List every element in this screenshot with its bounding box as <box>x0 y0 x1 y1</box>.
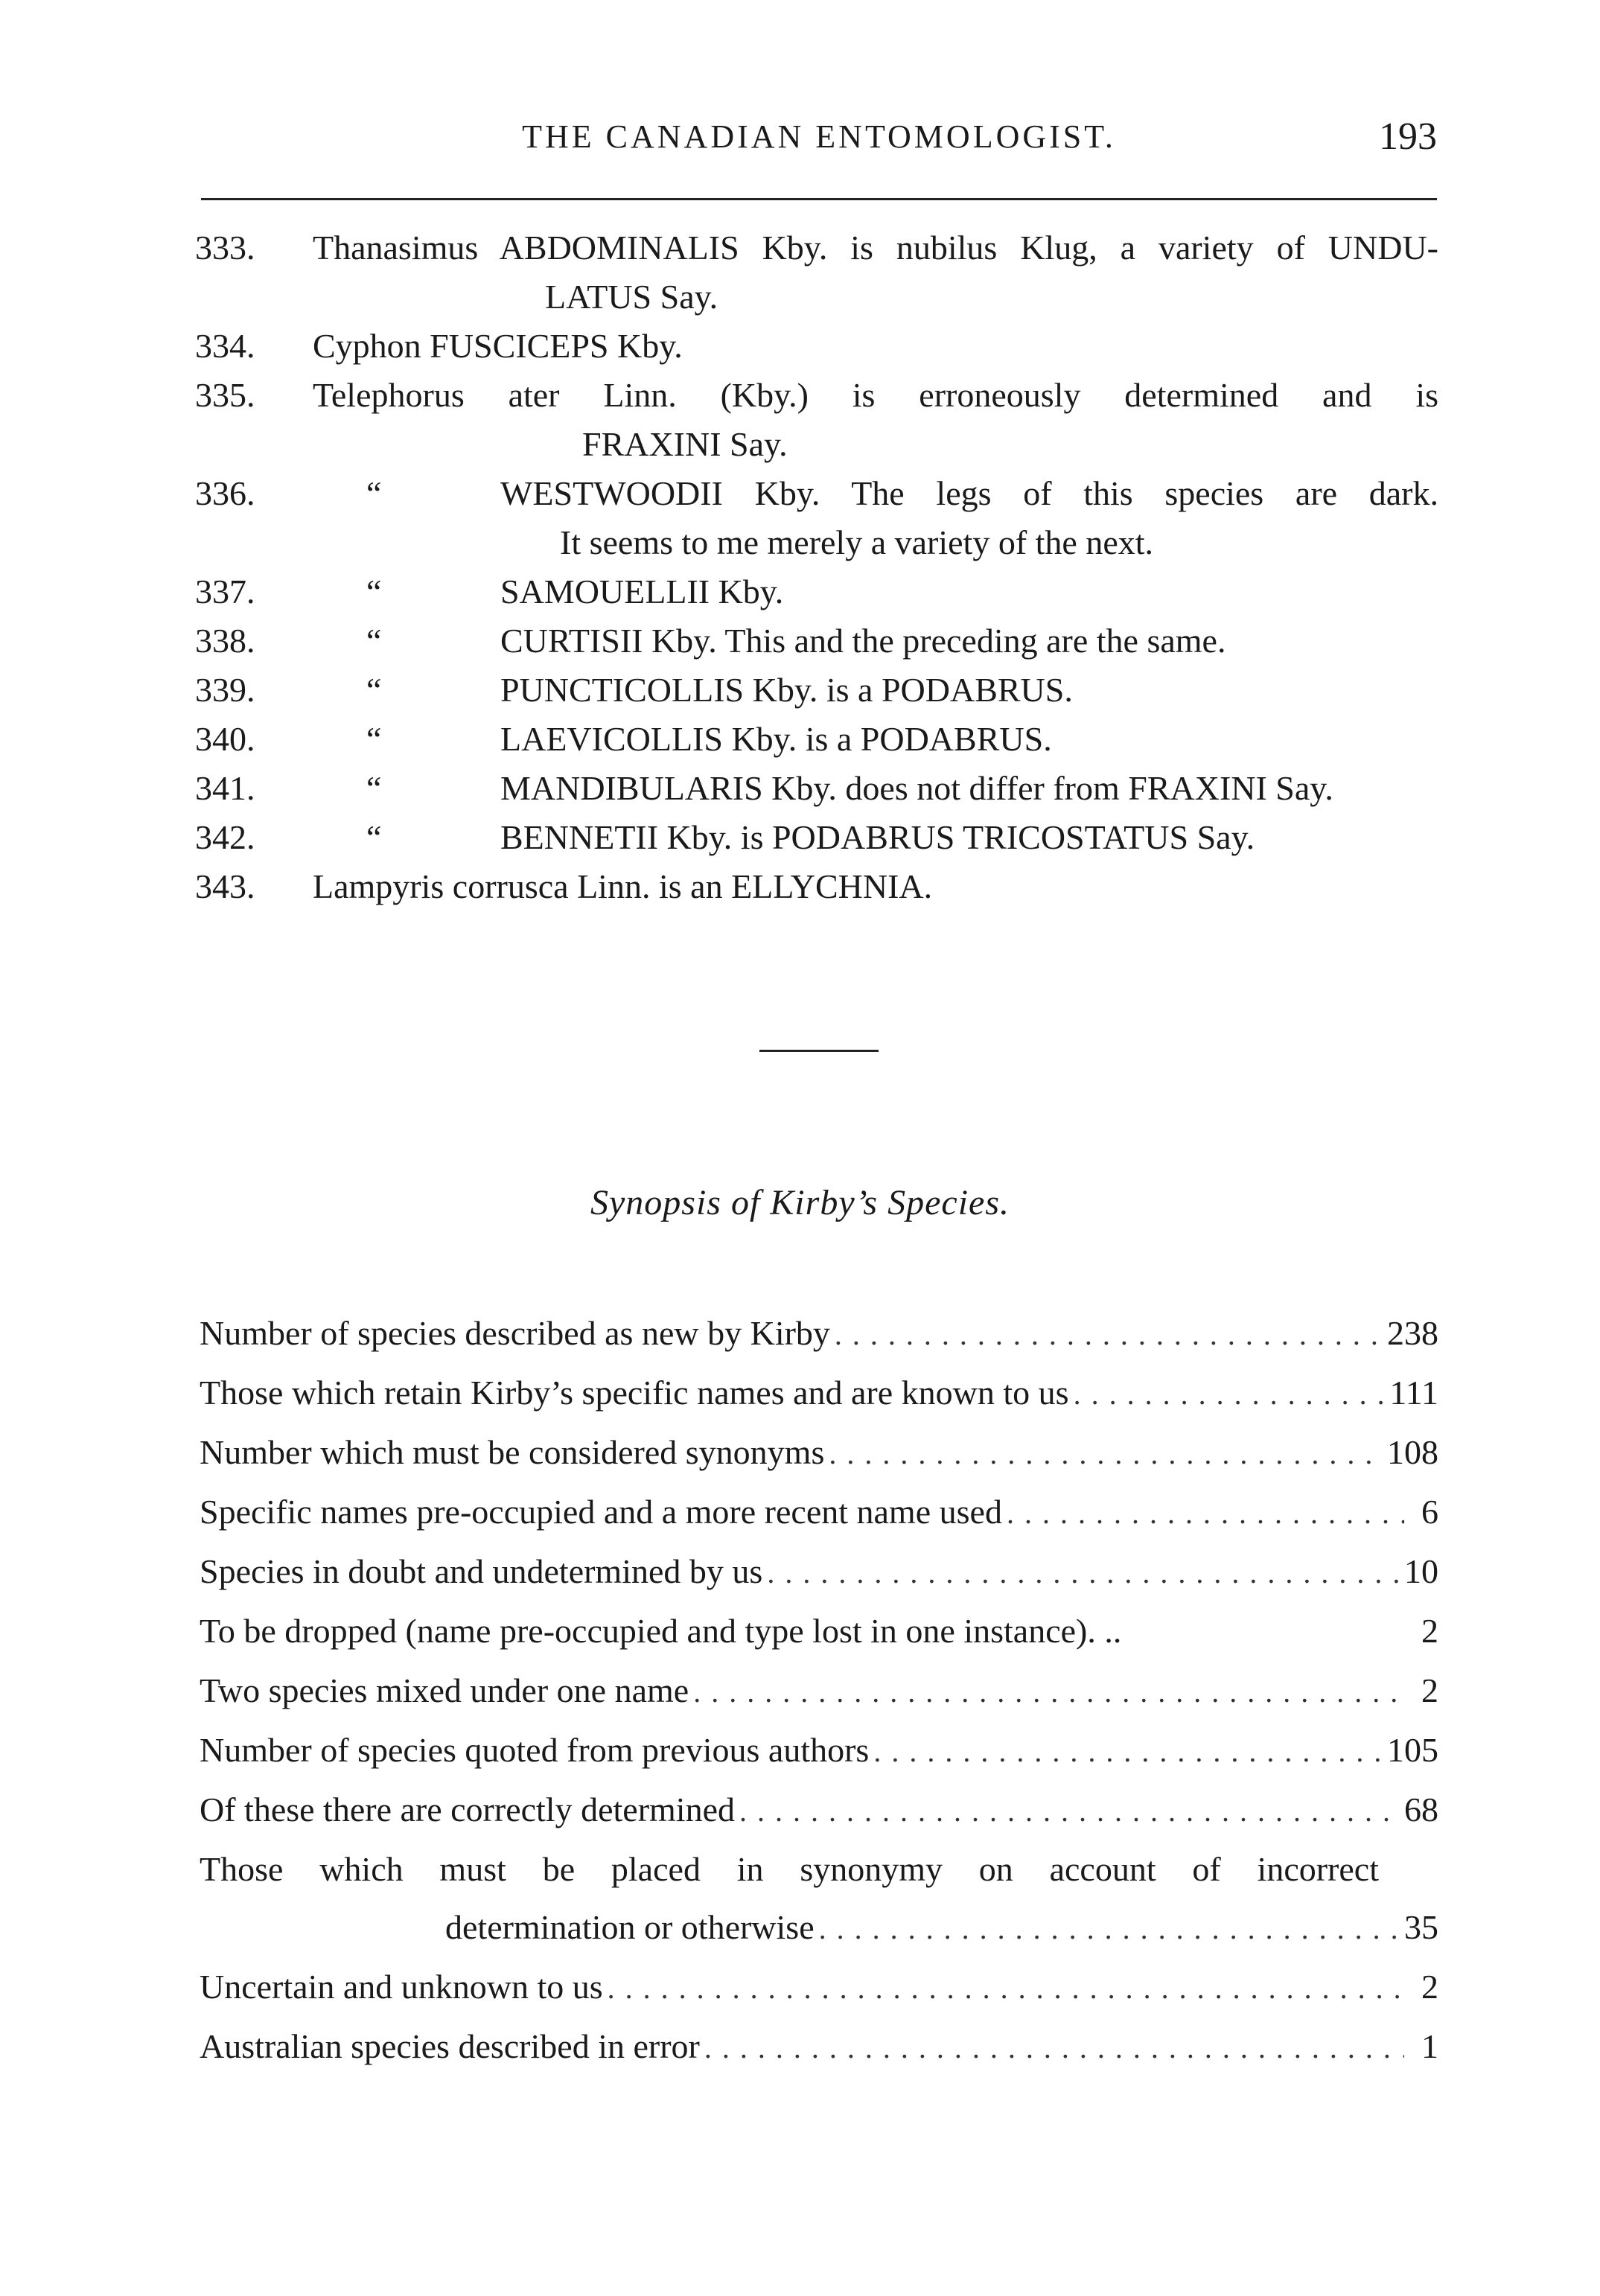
row-value: 2 <box>1421 1612 1438 1650</box>
synopsis-row <box>200 1898 1438 1958</box>
row-label: Those which retain Kirby’s specific names and are known to us <box>200 1374 1069 1412</box>
entry-text: Cyphon FUSCICEPS Kby. <box>313 327 683 365</box>
entry-continuation: It seems to me merely a variety of the next. <box>560 523 1154 561</box>
entry-334 <box>195 322 1438 371</box>
entry-text: MANDIBULARIS Kby. does not differ from FRAXINI Say. <box>500 769 1333 807</box>
leader-dots <box>608 1959 1404 2018</box>
synopsis-row <box>200 1781 1438 1840</box>
entry-number: 339. <box>195 671 255 709</box>
entry-text: BENNETII Kby. is PODABRUS TRICOSTATUS Say. <box>500 818 1255 856</box>
entry-number: 336. <box>195 474 255 512</box>
entry-333 <box>195 223 1438 322</box>
row-label: Uncertain and unknown to us <box>200 1968 603 2006</box>
ditto-mark: “ <box>366 720 382 758</box>
section-separator-rule <box>759 1050 879 1052</box>
synopsis-row <box>200 1958 1438 2018</box>
entry-343 <box>195 862 1438 911</box>
entry-list <box>195 223 1438 911</box>
entry-339 <box>195 666 1438 715</box>
synopsis-row <box>200 1840 1438 1898</box>
row-label: Species in doubt and undetermined by us <box>200 1552 763 1590</box>
entry-335 <box>195 371 1438 469</box>
entry-337 <box>195 567 1438 616</box>
ditto-mark: “ <box>366 818 382 856</box>
entry-text: Thanasimus ABDOMINALIS Kby. is nubilus Klug, a variety of UNDU- <box>313 229 1438 267</box>
row-value: 10 <box>1404 1552 1438 1590</box>
row-label: To be dropped (name pre-occupied and type lost in one instance). .. <box>200 1612 1122 1650</box>
leader-dots <box>693 1663 1404 1721</box>
synopsis-row <box>200 1304 1438 1364</box>
synopsis-row <box>200 1543 1438 1602</box>
leader-dots <box>835 1306 1383 1364</box>
ditto-mark: “ <box>366 573 382 610</box>
leader-dots <box>704 2019 1404 2077</box>
synopsis-table <box>200 1304 1438 2077</box>
entry-number: 338. <box>195 622 255 660</box>
ditto-mark: “ <box>366 622 382 660</box>
row-value: 238 <box>1387 1314 1438 1352</box>
entry-continuation: FRAXINI Say. <box>582 425 788 463</box>
running-header <box>201 115 1437 170</box>
entry-340 <box>195 715 1438 764</box>
row-label: Those which must be placed in synonymy on account of incorrect <box>200 1850 1379 1888</box>
synopsis-row <box>200 1423 1438 1483</box>
synopsis-row <box>200 1602 1438 1662</box>
row-label: Australian species described in error <box>200 2027 700 2065</box>
entry-number: 335. <box>195 376 255 414</box>
entry-text: Telephorus ater Linn. (Kby.) is erroneously determined and is <box>313 376 1438 414</box>
entry-text: Lampyris corrusca Linn. is an ELLYCHNIA. <box>313 867 933 905</box>
ditto-mark: “ <box>366 474 382 512</box>
entry-336 <box>195 469 1438 567</box>
entry-text: WESTWOODII Kby. The legs of this species are dark. <box>500 474 1438 512</box>
entry-continuation: LATUS Say. <box>545 278 718 316</box>
page-number: 193 <box>1379 115 1437 158</box>
entry-text: SAMOUELLII Kby. <box>500 573 784 610</box>
entry-number: 337. <box>195 573 255 610</box>
row-label: Of these there are correctly determined <box>200 1790 735 1828</box>
ditto-mark: “ <box>366 769 382 807</box>
entry-number: 342. <box>195 818 255 856</box>
entry-341 <box>195 764 1438 813</box>
leader-dots <box>739 1782 1400 1840</box>
row-label: Number of species quoted from previous authors <box>200 1731 870 1769</box>
ditto-mark: “ <box>366 671 382 709</box>
leader-dots <box>873 1723 1383 1781</box>
entry-338 <box>195 616 1438 666</box>
row-value: 105 <box>1387 1731 1438 1769</box>
row-value: 6 <box>1421 1493 1438 1531</box>
entry-number: 333. <box>195 229 255 267</box>
entry-number: 341. <box>195 769 255 807</box>
synopsis-title: Synopsis of Kirby’s Species. <box>590 1183 1010 1222</box>
row-value: 68 <box>1404 1790 1438 1828</box>
entry-number: 334. <box>195 327 255 365</box>
row-label: Number of species described as new by Kirby <box>200 1314 830 1352</box>
entry-text: PUNCTICOLLIS Kby. is a PODABRUS. <box>500 671 1073 709</box>
leader-dots <box>767 1544 1400 1602</box>
header-rule <box>201 198 1437 200</box>
leader-dots <box>819 1900 1400 1958</box>
leader-dots <box>1007 1485 1404 1543</box>
running-title: THE CANADIAN ENTOMOLOGIST. <box>522 118 1116 155</box>
row-label: determination or otherwise <box>445 1908 815 1946</box>
row-label: Specific names pre-occupied and a more recent name used <box>200 1493 1002 1531</box>
leader-dots <box>1074 1365 1386 1423</box>
row-value: 2 <box>1421 1968 1438 2006</box>
leader-dots <box>829 1425 1383 1483</box>
row-label: Number which must be considered synonyms <box>200 1433 825 1471</box>
synopsis-row <box>200 1483 1438 1543</box>
row-label: Two species mixed under one name <box>200 1671 689 1709</box>
entry-text: LAEVICOLLIS Kby. is a PODABRUS. <box>500 720 1052 758</box>
row-value: 108 <box>1387 1433 1438 1471</box>
synopsis-row <box>200 1721 1438 1781</box>
synopsis-row <box>200 1364 1438 1423</box>
row-value: 111 <box>1389 1374 1438 1412</box>
entry-number: 343. <box>195 867 255 905</box>
row-value: 35 <box>1404 1908 1438 1946</box>
entry-number: 340. <box>195 720 255 758</box>
synopsis-row <box>200 2018 1438 2077</box>
row-value: 1 <box>1421 2027 1438 2065</box>
synopsis-row <box>200 1662 1438 1721</box>
entry-text: CURTISII Kby. This and the preceding are the same. <box>500 622 1226 660</box>
row-value: 2 <box>1421 1671 1438 1709</box>
entry-342 <box>195 813 1438 862</box>
